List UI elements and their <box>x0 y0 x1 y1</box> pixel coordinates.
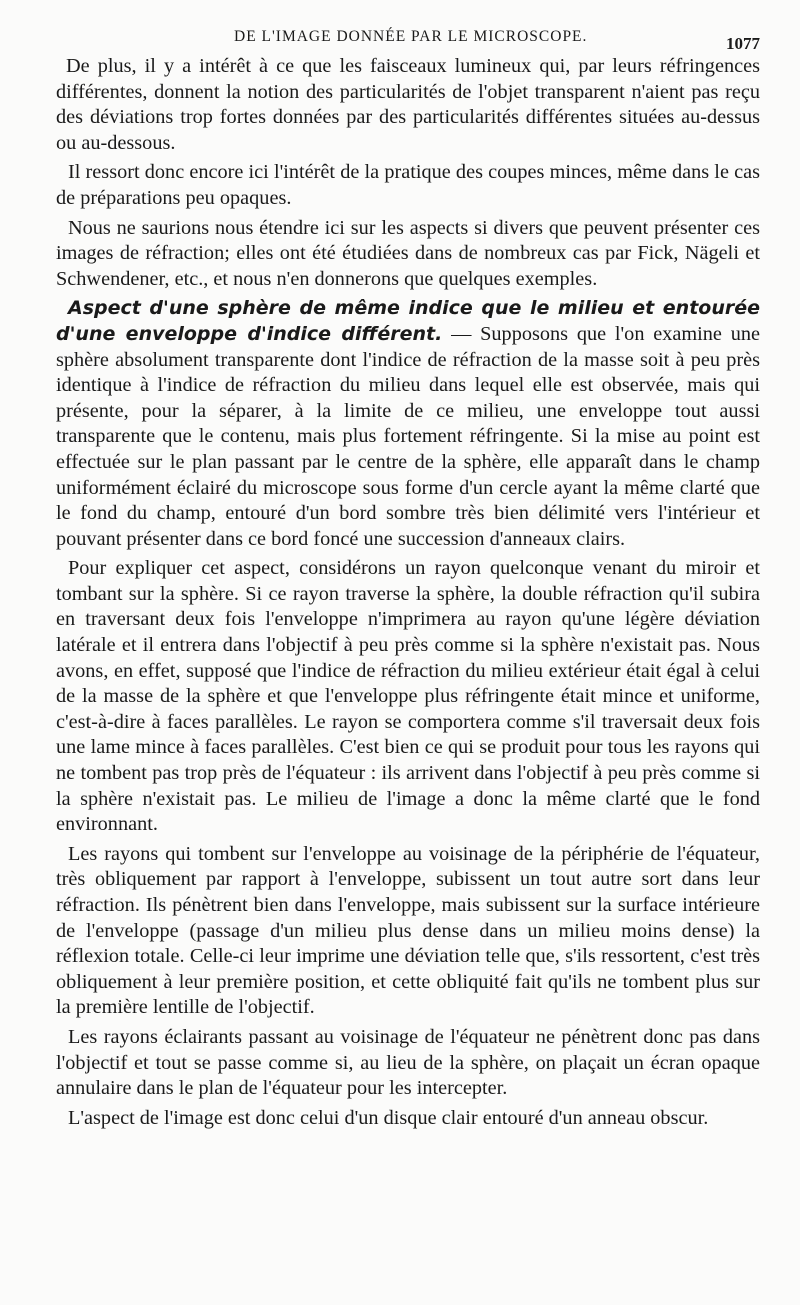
section-heading: Aspect d'une sphère de même indice que le milieu et entourée d'une enveloppe d'indice différent. <box>56 297 760 345</box>
paragraph: Il ressort donc encore ici l'intérêt de la pratique des coupes minces, même dans le cas de préparations peu opaques. <box>56 161 760 209</box>
running-title: DE L'IMAGE DONNÉE PAR LE MICROSCOPE. <box>234 28 588 45</box>
section-text: — Supposons que l'on examine une sphère absolument transparente dont l'indice de réfraction de la masse soit à peu près identique à l'indice de réfraction du milieu dans lequel elle est observée, mais qui présente, pour la séparer, à la limite de ce milieu, une enveloppe tout aussi transparente que le contenu, mais plus fortement réfringente. Si la mise au point est effectuée sur le plan passant par le centre de la sphère, elle apparaît dans le champ uniformément éclairé du microscope sous forme d'un cercle ayant la même clarté que le fond du champ, entouré d'un bord sombre très bien délimité vers l'intérieur et pouvant présenter dans ce bord foncé une succession d'anneaux clairs. <box>56 322 760 550</box>
paragraph: Les rayons qui tombent sur l'enveloppe au voisinage de la périphérie de l'équateur, très obliquement par rapport à l'enveloppe, subissent un tout autre sort dans leur réfraction. Ils pénètrent bien dans l'enveloppe, mais subissent sur la surface intérieure de l'enveloppe (passage d'un milieu plus dense dans un milieu moins dense) la réflexion totale. Celle-ci leur imprime une déviation telle que, s'ils ressortent, c'est très obliquement à leur première position, et cette obliquité fait qu'ils ne tombent plus sur la première lentille de l'objectif. <box>56 842 760 1019</box>
section-paragraph <box>56 296 760 552</box>
paragraph: De plus, il y a intérêt à ce que les faisceaux lumineux qui, par leurs réfringences différentes, donnent la notion des particularités de l'objet transparent n'aient pas reçu des déviations trop fortes données par des particularités différentes situées au-dessus ou au-dessous. <box>56 55 760 154</box>
paragraph: L'aspect de l'image est donc celui d'un disque clair entouré d'un anneau obscur. <box>68 1106 709 1129</box>
paragraph: Les rayons éclairants passant au voisinage de l'équateur ne pénètrent donc pas dans l'objectif et tout se passe comme si, au lieu de la sphère, on plaçait un écran opaque annulaire dans le plan de l'équateur pour les intercepter. <box>56 1025 760 1100</box>
paragraph: Pour expliquer cet aspect, considérons un rayon quelconque venant du miroir et tombant sur la sphère. Si ce rayon traverse la sphère, la double réfraction qu'il subira en traversant deux fois l'enveloppe n'imprimera au rayon qu'une légère déviation latérale et il entrera dans l'objectif à peu près comme si la sphère n'existait pas. Nous avons, en effet, supposé que l'indice de réfraction du milieu extérieur était égal à celui de la masse de la sphère et que l'enveloppe plus réfringente était mince et uniforme, c'est-à-dire à faces parallèles. Le rayon se comportera comme s'il traversait deux fois une lame mince à faces parallèles. C'est bien ce qui se produit pour tous les rayons qui ne tombent pas trop près de l'équateur : ils arrivent dans l'objectif à peu près comme si la sphère n'existait pas. Le milieu de l'image a donc la même clarté que le fond environnant. <box>56 557 760 836</box>
page-number: 1077 <box>726 34 760 53</box>
body-text <box>56 54 760 1131</box>
paragraph: Nous ne saurions nous étendre ici sur les aspects si divers que peuvent présenter ces images de réfraction; elles ont été étudiées dans de nombreux cas par Fick, Nägeli et Schwendener, etc., et nous n'en donnerons que quelques exemples. <box>56 216 760 290</box>
running-head <box>56 28 760 54</box>
